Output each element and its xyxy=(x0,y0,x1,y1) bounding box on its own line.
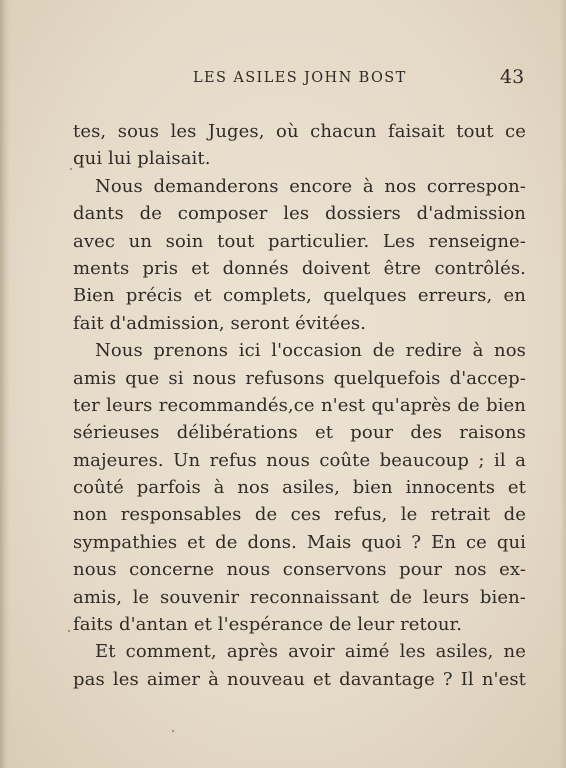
paper-speck xyxy=(172,730,174,732)
body-text xyxy=(73,118,526,693)
paper-speck xyxy=(68,630,70,632)
text-line: avec un soin tout particulier. Les renseigne- xyxy=(73,230,526,252)
page-left-edge xyxy=(0,0,10,768)
text-line: Nous demanderons encore à nos correspon- xyxy=(95,175,526,197)
text-line: non responsables de ces refus, le retrait de xyxy=(73,504,526,526)
page-number: 43 xyxy=(500,66,525,88)
text-line: ter leurs recommandés,ce n'est qu'après de bien xyxy=(73,394,526,416)
text-line: tes, sous les Juges, où chacun faisait tout ce xyxy=(73,121,526,142)
text-line: Et comment, après avoir aimé les asiles, ne xyxy=(95,641,526,663)
text-line: ments pris et donnés doivent être contrôlés. xyxy=(73,257,526,279)
text-line: dants de composer les dossiers d'admission xyxy=(73,203,526,225)
text-line: amis, le souvenir reconnaissant de leurs bien- xyxy=(73,586,526,608)
text-line: nous concerne nous conservons pour nos ex- xyxy=(73,559,526,581)
paper-speck xyxy=(70,168,72,170)
text-line: pas les aimer à nouveau et davantage ? Il n'est xyxy=(73,668,526,690)
text-line: fait d'admission, seront évitées. xyxy=(73,312,367,334)
text-line: faits d'antan et l'espérance de leur retour. xyxy=(73,614,463,636)
text-line: Nous prenons ici l'occasion de redire à nos xyxy=(95,340,526,362)
text-line: majeures. Un refus nous coûte beaucoup ; il a xyxy=(73,449,526,471)
page-right-edge xyxy=(560,0,566,768)
text-line: qui lui plaisait. xyxy=(73,148,211,170)
text-line: sérieuses délibérations et pour des raisons xyxy=(73,422,526,444)
running-title: LES ASILES JOHN BOST xyxy=(193,70,407,86)
text-line: coûté parfois à nos asiles, bien innocents et xyxy=(73,477,526,499)
text-line: Bien précis et complets, quelques erreurs, en xyxy=(73,285,526,307)
text-line: sympathies et de dons. Mais quoi ? En ce qui xyxy=(73,531,526,553)
text-line: amis que si nous refusons quelquefois d'accep- xyxy=(73,367,526,389)
